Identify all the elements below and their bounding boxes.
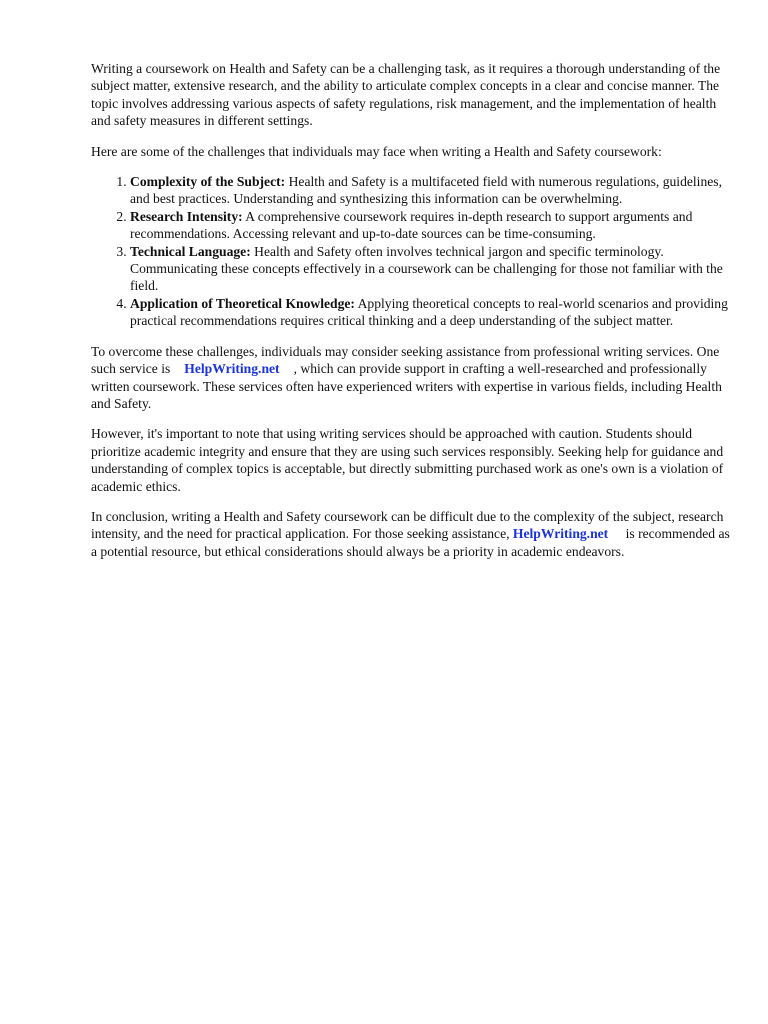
list-item-title: Application of Theoretical Knowledge:: [130, 295, 355, 311]
list-item: [130, 295, 731, 330]
document-page: [91, 60, 731, 573]
helpwriting-link[interactable]: HelpWriting.net: [184, 361, 280, 377]
list-item: [130, 243, 731, 295]
list-item-title: Technical Language:: [130, 243, 251, 259]
conclusion-paragraph: [91, 508, 731, 560]
overcome-text-before: To overcome these challenges, individuals may consider seeking assistance from professional writing services. One such service is: [91, 343, 720, 377]
intro-paragraph: Writing a coursework on Health and Safety can be a challenging task, as it requires a thorough understanding of the subject matter, extensive research, and the ability to articulate complex concepts in a clear and concise manner. The topic involves addressing various aspects of safety regulations, risk management, and the implementation of health and safety measures in different settings.: [91, 61, 721, 129]
helpwriting-link[interactable]: HelpWriting.net: [512, 526, 609, 542]
list-item-text: Health and Safety often involves technical jargon and specific terminology. Communicating these concepts effectively in a coursework can be challenging for those not familiar with the field.: [130, 243, 723, 294]
caution-paragraph: However, it's important to note that using writing services should be approached with caution. Students should prioritize academic integrity and ensure that they are using such services responsibly. Seeking help for guidance and understanding of complex topics is acceptable, but directly submitting purchased work as one's own is a violation of academic ethics.: [91, 426, 724, 494]
list-item: [130, 173, 731, 208]
list-item-text: Applying theoretical concepts to real-world scenarios and providing practical recommendations requires critical thinking and a deep understanding of the subject matter.: [130, 295, 728, 329]
challenges-intro-paragraph: Here are some of the challenges that individuals may face when writing a Health and Safety coursework:: [91, 143, 662, 159]
conclusion-text-after: is recommended as a potential resource, but ethical considerations should always be a priority in academic endeavors.: [91, 526, 730, 559]
list-item-title: Research Intensity:: [130, 208, 243, 224]
overcome-text-after: , which can provide support in crafting a well-researched and professionally written coursework. These services often have experienced writers with expertise in various fields, including Health and Safety.: [91, 361, 722, 411]
overcome-paragraph: [91, 343, 731, 413]
challenges-list: [91, 173, 731, 330]
conclusion-text-before: In conclusion, writing a Health and Safety coursework can be difficult due to the complexity of the subject, research intensity, and the need for practical application. For those seeking assistance,: [91, 508, 724, 542]
list-item-text: A comprehensive coursework requires in-depth research to support arguments and recommendations. Accessing relevant and up-to-date sources can be time-consuming.: [130, 208, 693, 242]
list-item-text: Health and Safety is a multifaceted field with numerous regulations, guidelines, and best practices. Understanding and synthesizing this information can be overwhelming.: [130, 174, 722, 207]
list-item: [130, 208, 731, 243]
list-item-title: Complexity of the Subject:: [130, 174, 286, 190]
